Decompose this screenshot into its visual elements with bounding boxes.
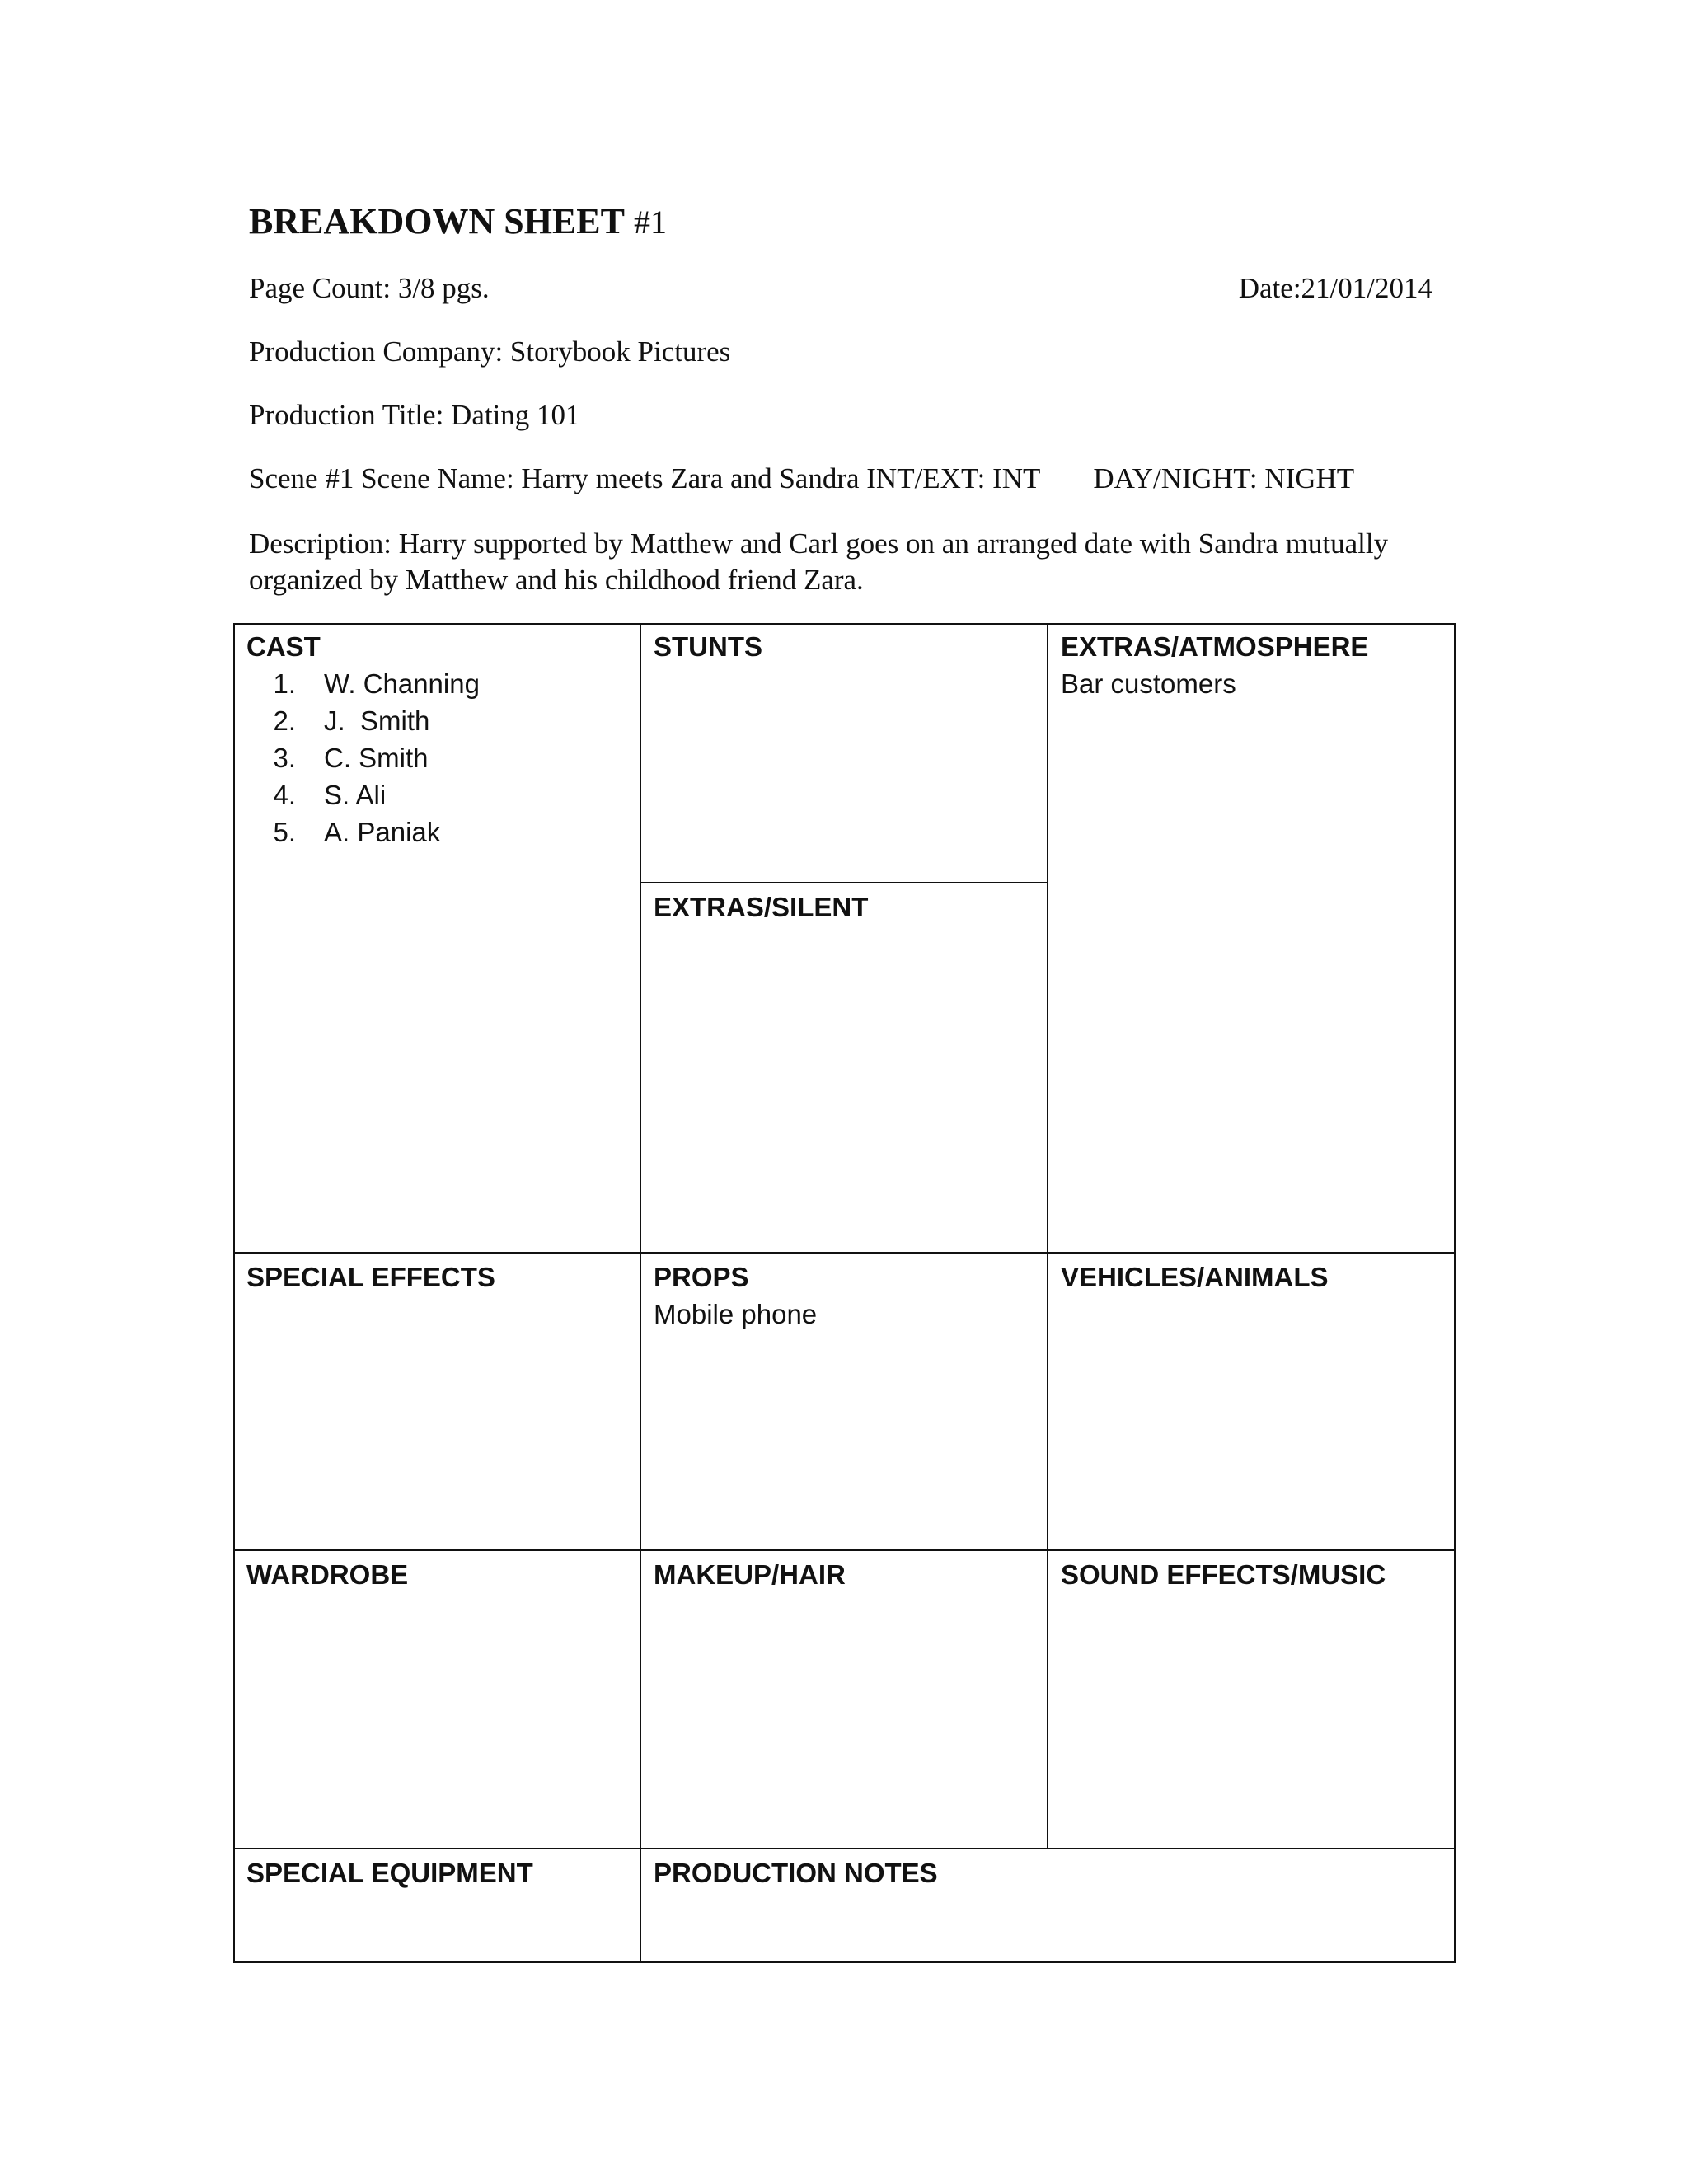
extras-silent-label: EXTRAS/SILENT <box>654 892 869 922</box>
cast-item <box>246 739 626 776</box>
cast-item-number: 1. <box>273 668 296 699</box>
cast-label: CAST <box>246 631 321 662</box>
production-company: Production Company: Storybook Pictures <box>249 335 731 368</box>
cast-item-name: C. Smith <box>324 743 429 773</box>
special-equipment-cell <box>233 1849 640 1961</box>
vehicles-animals-cell <box>1048 1254 1455 1549</box>
grid-border-bottom <box>233 1961 1456 1963</box>
cast-cell <box>233 623 640 1252</box>
page-count-date-row <box>249 272 1432 305</box>
cast-list <box>246 665 626 851</box>
scene-line <box>249 462 1354 495</box>
cast-item <box>246 813 626 851</box>
cast-item-name: S. Ali <box>324 780 387 810</box>
vehicles-animals-label: VEHICLES/ANIMALS <box>1061 1262 1329 1292</box>
cast-item <box>246 665 626 702</box>
sheet-title <box>249 200 667 242</box>
production-notes-cell <box>640 1849 1455 1961</box>
sheet-title-text: BREAKDOWN SHEET <box>249 201 625 241</box>
props-cell <box>640 1254 1048 1549</box>
special-effects-label: SPECIAL EFFECTS <box>246 1262 495 1292</box>
stunts-label: STUNTS <box>654 631 762 662</box>
extras-atmosphere-cell <box>1048 623 1455 1252</box>
page-count: Page Count: 3/8 pgs. <box>249 272 490 304</box>
cast-item-name: W. Channing <box>324 668 480 699</box>
production-notes-label: PRODUCTION NOTES <box>654 1858 938 1888</box>
cast-item-number: 3. <box>273 743 296 773</box>
special-effects-cell <box>233 1254 640 1549</box>
scene-description: Description: Harry supported by Matthew and Carl goes on an arranged date with Sandra mutually organized by Matthew and his childhood friend Zara. <box>249 527 1389 596</box>
sheet-date: Date:21/01/2014 <box>1238 272 1432 304</box>
makeup-hair-cell <box>640 1551 1048 1848</box>
cast-item <box>246 702 626 739</box>
sound-effects-music-label: SOUND EFFECTS/MUSIC <box>1061 1559 1386 1590</box>
day-night: DAY/NIGHT: NIGHT <box>1093 462 1355 494</box>
props-label: PROPS <box>654 1262 749 1292</box>
cast-item-name: A. Paniak <box>324 817 441 847</box>
stunts-cell <box>640 623 1048 882</box>
cast-item <box>246 776 626 813</box>
extras-atmosphere-value: Bar customers <box>1061 668 1236 699</box>
cast-item-name: J. Smith <box>324 705 430 736</box>
scene-info: Scene #1 Scene Name: Harry meets Zara and Sandra INT/EXT: INT <box>249 462 1041 494</box>
cast-item-number: 2. <box>273 705 296 736</box>
special-equipment-label: SPECIAL EQUIPMENT <box>246 1858 533 1888</box>
production-title: Production Title: Dating 101 <box>249 399 580 431</box>
sound-effects-music-cell <box>1048 1551 1455 1848</box>
sheet-number: #1 <box>633 204 667 241</box>
extras-silent-cell <box>640 883 1048 1252</box>
cast-item-number: 4. <box>273 780 296 810</box>
extras-atmosphere-label: EXTRAS/ATMOSPHERE <box>1061 631 1369 662</box>
props-value: Mobile phone <box>654 1299 818 1329</box>
cast-item-number: 5. <box>273 817 296 847</box>
breakdown-grid <box>233 623 1456 1963</box>
makeup-hair-label: MAKEUP/HAIR <box>654 1559 846 1590</box>
wardrobe-label: WARDROBE <box>246 1559 409 1590</box>
wardrobe-cell <box>233 1551 640 1848</box>
